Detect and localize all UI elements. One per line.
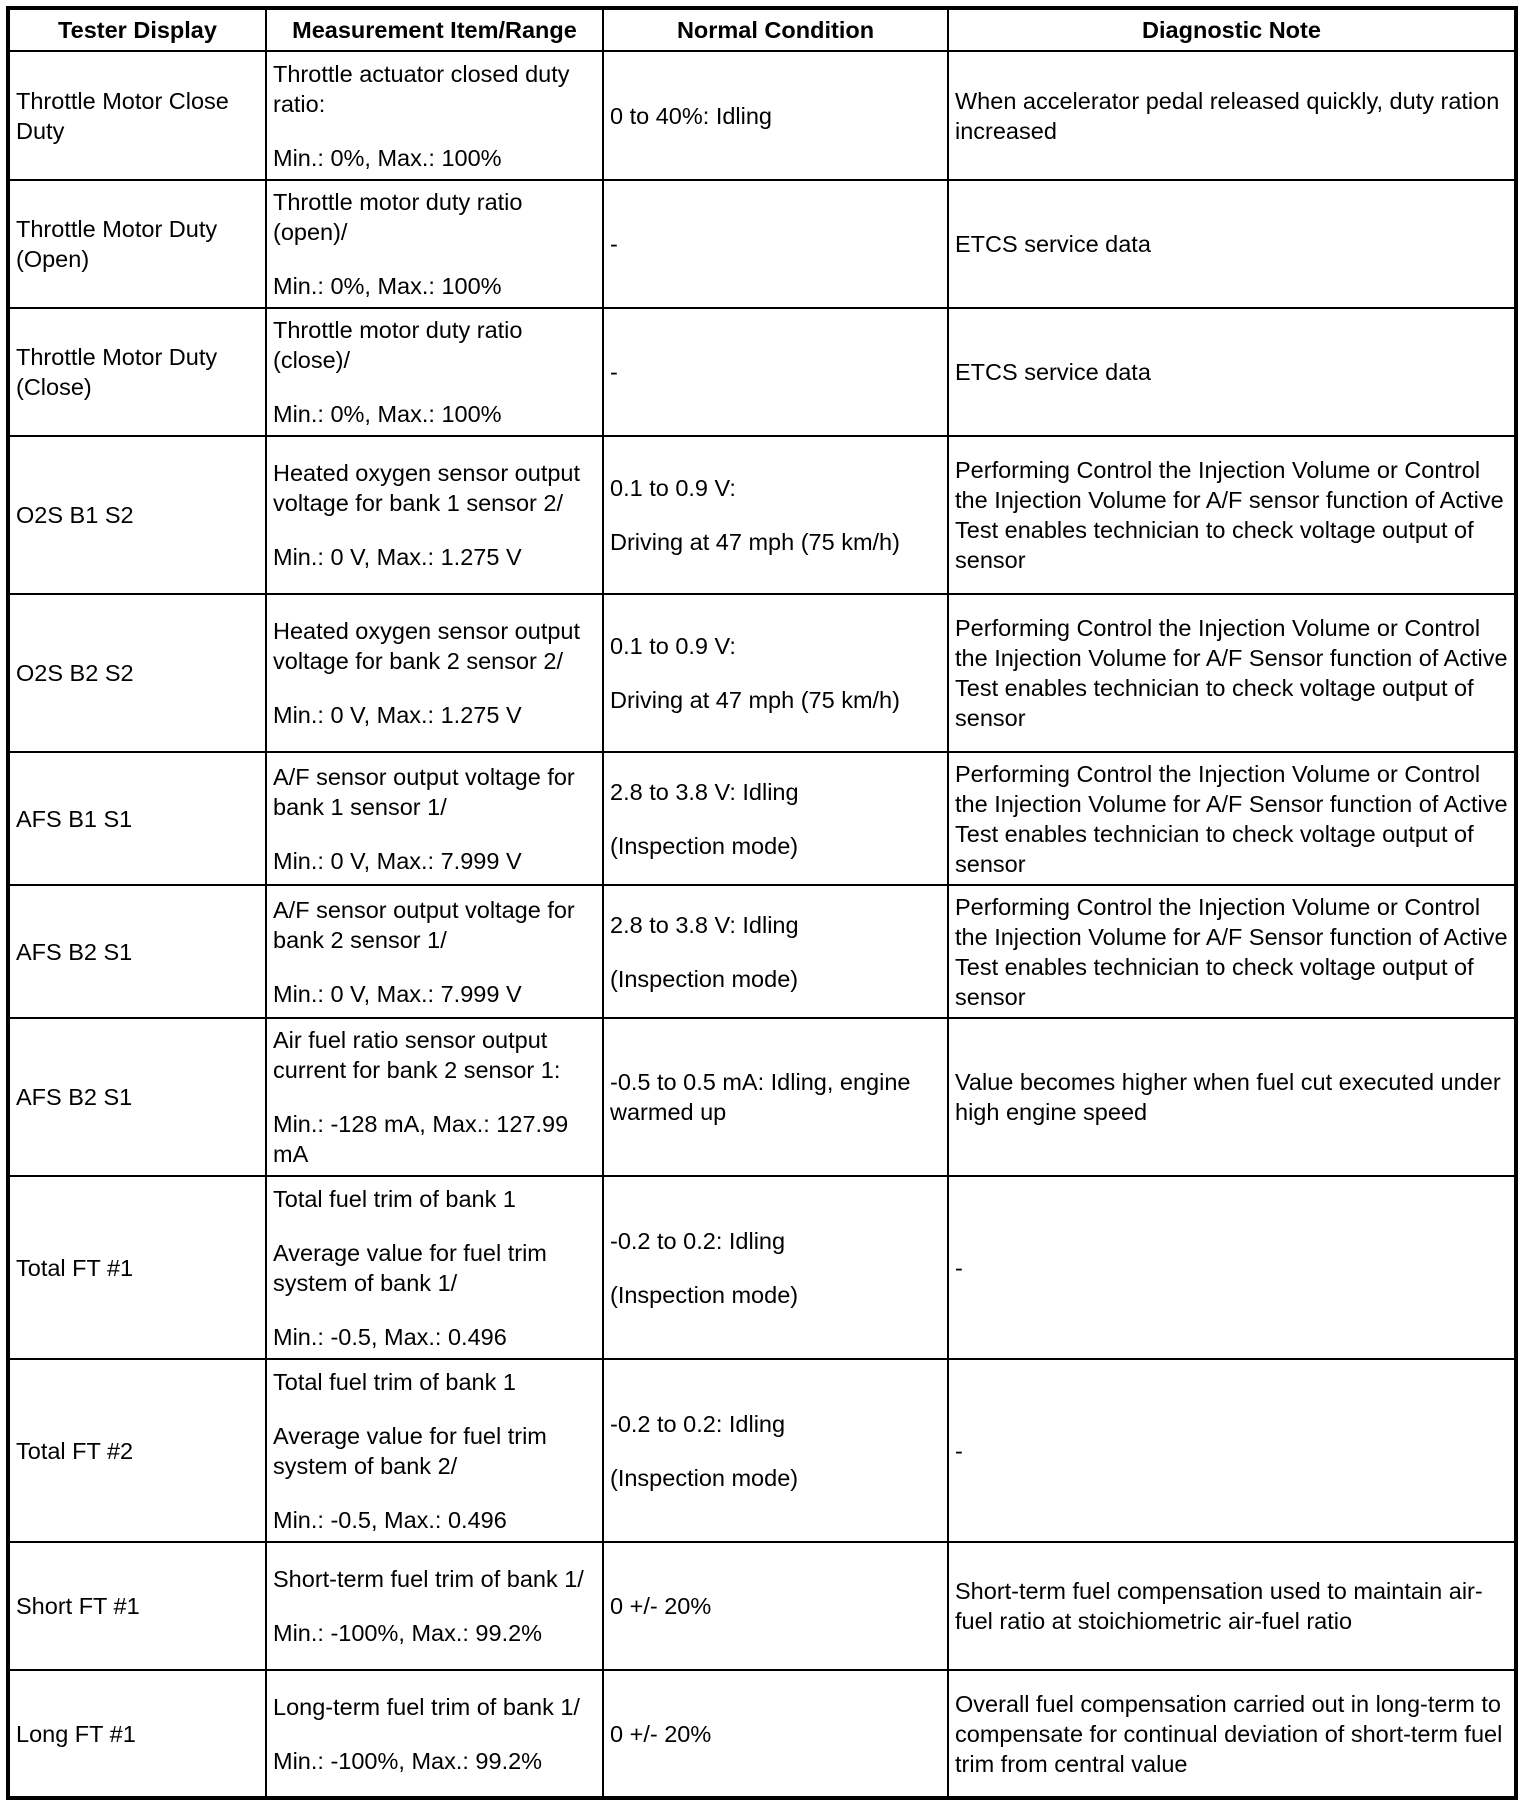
normal-condition-cell bbox=[603, 1670, 948, 1798]
measurement-range-text: Min.: 0 V, Max.: 1.275 V bbox=[273, 544, 522, 570]
normal-condition-text: -0.2 to 0.2: Idling bbox=[610, 1227, 786, 1254]
normal-condition-text: 0 +/- 20% bbox=[610, 1593, 712, 1619]
diagnostic-note-cell: - bbox=[948, 1359, 1516, 1542]
measurement-item-cell bbox=[266, 594, 603, 752]
normal-condition-text: 0 to 40%: Idling bbox=[610, 102, 772, 129]
diagnostic-note-cell: Value becomes higher when fuel cut executed under high engine speed bbox=[948, 1018, 1516, 1176]
normal-condition-cell bbox=[603, 436, 948, 594]
measurement-range-text: Min.: 0%, Max.: 100% bbox=[273, 401, 502, 427]
table-row bbox=[8, 594, 1516, 752]
normal-condition-cell bbox=[603, 180, 948, 308]
table-row bbox=[8, 1359, 1516, 1542]
normal-condition-text: 0.1 to 0.9 V: bbox=[610, 633, 736, 659]
normal-condition-cell bbox=[603, 1359, 948, 1542]
data-list-table bbox=[6, 6, 1518, 1800]
diagnostic-note-cell: Performing Control the Injection Volume or Control the Injection Volume for A/F Sensor function of Active Test enables technician to check voltage output of sensor bbox=[948, 752, 1516, 885]
table-row bbox=[8, 308, 1516, 436]
normal-condition-text: - bbox=[610, 231, 618, 257]
normal-condition-cell bbox=[603, 1018, 948, 1176]
header-measurement-item: Measurement Item/Range bbox=[266, 8, 603, 51]
tester-display-cell: Total FT #1 bbox=[8, 1176, 266, 1359]
diagnostic-note-cell: Short-term fuel compensation used to maintain air-fuel ratio at stoichiometric air-fuel ratio bbox=[948, 1542, 1516, 1670]
normal-condition-text: (Inspection mode) bbox=[610, 832, 799, 859]
measurement-item-text: Air fuel ratio sensor output current for bank 2 sensor 1: bbox=[273, 1027, 561, 1083]
measurement-item-text: Heated oxygen sensor output voltage for bank 1 sensor 2/ bbox=[273, 460, 581, 516]
normal-condition-text: -0.2 to 0.2: Idling bbox=[610, 1410, 786, 1437]
measurement-item-text: Throttle actuator closed duty ratio: bbox=[273, 60, 570, 117]
normal-condition-cell bbox=[603, 594, 948, 752]
diagnostic-note-cell: Performing Control the Injection Volume or Control the Injection Volume for A/F Sensor function of Active Test enables technician to check voltage output of sensor bbox=[948, 594, 1516, 752]
measurement-range-text: Min.: -0.5, Max.: 0.496 bbox=[273, 1323, 507, 1350]
table-row bbox=[8, 180, 1516, 308]
normal-condition-cell bbox=[603, 752, 948, 885]
normal-condition-cell bbox=[603, 1542, 948, 1670]
measurement-range-text: Min.: 0%, Max.: 100% bbox=[273, 273, 502, 299]
tester-display-cell: Total FT #2 bbox=[8, 1359, 266, 1542]
normal-condition-cell bbox=[603, 1176, 948, 1359]
tester-display-cell: AFS B2 S1 bbox=[8, 885, 266, 1018]
measurement-item-cell bbox=[266, 752, 603, 885]
tester-display-cell: AFS B1 S1 bbox=[8, 752, 266, 885]
measurement-item-text: Average value for fuel trim system of bank 2/ bbox=[273, 1422, 547, 1479]
measurement-range-text: Min.: 0 V, Max.: 7.999 V bbox=[273, 847, 522, 874]
header-diagnostic-note: Diagnostic Note bbox=[948, 8, 1516, 51]
tester-display-cell: Throttle Motor Duty (Close) bbox=[8, 308, 266, 436]
measurement-item-cell bbox=[266, 308, 603, 436]
diagnostic-note-cell: When accelerator pedal released quickly, duty ration increased bbox=[948, 51, 1516, 180]
diagnostic-note-cell: Performing Control the Injection Volume or Control the Injection Volume for A/F sensor function of Active Test enables technician to check voltage output of sensor bbox=[948, 436, 1516, 594]
measurement-item-cell bbox=[266, 1176, 603, 1359]
measurement-item-text: Long-term fuel trim of bank 1/ bbox=[273, 1693, 580, 1720]
measurement-range-text: Min.: -100%, Max.: 99.2% bbox=[273, 1747, 543, 1774]
measurement-item-cell bbox=[266, 1670, 603, 1798]
measurement-range-text: Min.: -0.5, Max.: 0.496 bbox=[273, 1506, 507, 1533]
table-row bbox=[8, 885, 1516, 1018]
tester-display-cell: Short FT #1 bbox=[8, 1542, 266, 1670]
table-row bbox=[8, 436, 1516, 594]
tester-display-cell: O2S B1 S2 bbox=[8, 436, 266, 594]
normal-condition-text: -0.5 to 0.5 mA: Idling, engine warmed up bbox=[610, 1069, 911, 1125]
measurement-item-cell bbox=[266, 885, 603, 1018]
diagnostic-note-cell: - bbox=[948, 1176, 1516, 1359]
tester-display-cell: AFS B2 S1 bbox=[8, 1018, 266, 1176]
tester-display-cell: Throttle Motor Duty (Open) bbox=[8, 180, 266, 308]
measurement-range-text: Min.: 0 V, Max.: 7.999 V bbox=[273, 980, 522, 1007]
measurement-item-cell bbox=[266, 436, 603, 594]
measurement-item-cell bbox=[266, 180, 603, 308]
normal-condition-cell bbox=[603, 885, 948, 1018]
measurement-item-text: Throttle motor duty ratio (open)/ bbox=[273, 189, 523, 245]
normal-condition-text: 0 +/- 20% bbox=[610, 1720, 712, 1747]
measurement-range-text: Min.: 0 V, Max.: 1.275 V bbox=[273, 702, 522, 728]
diagnostic-note-cell: ETCS service data bbox=[948, 308, 1516, 436]
diagnostic-note-cell: Overall fuel compensation carried out in long-term to compensate for continual deviation of short-term fuel trim from central value bbox=[948, 1670, 1516, 1798]
normal-condition-text: Driving at 47 mph (75 km/h) bbox=[610, 687, 900, 713]
measurement-item-text: Average value for fuel trim system of bank 1/ bbox=[273, 1239, 547, 1296]
measurement-item-cell bbox=[266, 1359, 603, 1542]
measurement-item-text: A/F sensor output voltage for bank 1 sensor 1/ bbox=[273, 763, 575, 820]
diagnostic-note-cell: Performing Control the Injection Volume or Control the Injection Volume for A/F Sensor function of Active Test enables technician to check voltage output of sensor bbox=[948, 885, 1516, 1018]
measurement-range-text: Min.: 0%, Max.: 100% bbox=[273, 144, 502, 171]
normal-condition-text: 2.8 to 3.8 V: Idling bbox=[610, 911, 799, 938]
table-row bbox=[8, 1018, 1516, 1176]
normal-condition-cell bbox=[603, 308, 948, 436]
measurement-item-text: Throttle motor duty ratio (close)/ bbox=[273, 317, 523, 373]
measurement-item-cell bbox=[266, 1018, 603, 1176]
measurement-item-text: A/F sensor output voltage for bank 2 sensor 1/ bbox=[273, 896, 575, 953]
header-row bbox=[8, 8, 1516, 51]
normal-condition-text: Driving at 47 mph (75 km/h) bbox=[610, 529, 900, 555]
table-row bbox=[8, 1542, 1516, 1670]
table-row bbox=[8, 752, 1516, 885]
header-tester-display: Tester Display bbox=[8, 8, 266, 51]
measurement-item-text: Total fuel trim of bank 1 bbox=[273, 1185, 516, 1212]
measurement-item-cell bbox=[266, 51, 603, 180]
measurement-range-text: Min.: -128 mA, Max.: 127.99 mA bbox=[273, 1111, 569, 1167]
normal-condition-text: (Inspection mode) bbox=[610, 1281, 799, 1308]
measurement-item-cell bbox=[266, 1542, 603, 1670]
tester-display-cell: O2S B2 S2 bbox=[8, 594, 266, 752]
normal-condition-text: - bbox=[610, 359, 618, 385]
normal-condition-text: 2.8 to 3.8 V: Idling bbox=[610, 778, 799, 805]
normal-condition-cell bbox=[603, 51, 948, 180]
measurement-item-text: Short-term fuel trim of bank 1/ bbox=[273, 1566, 584, 1592]
normal-condition-text: (Inspection mode) bbox=[610, 1464, 799, 1491]
tester-display-cell: Long FT #1 bbox=[8, 1670, 266, 1798]
table-row bbox=[8, 1176, 1516, 1359]
normal-condition-text: (Inspection mode) bbox=[610, 965, 799, 992]
tester-display-cell: Throttle Motor Close Duty bbox=[8, 51, 266, 180]
measurement-item-text: Total fuel trim of bank 1 bbox=[273, 1368, 516, 1395]
diagnostic-note-cell: ETCS service data bbox=[948, 180, 1516, 308]
header-normal-condition: Normal Condition bbox=[603, 8, 948, 51]
measurement-range-text: Min.: -100%, Max.: 99.2% bbox=[273, 1620, 543, 1646]
table-row bbox=[8, 51, 1516, 180]
normal-condition-text: 0.1 to 0.9 V: bbox=[610, 475, 736, 501]
measurement-item-text: Heated oxygen sensor output voltage for bank 2 sensor 2/ bbox=[273, 618, 581, 674]
table-row bbox=[8, 1670, 1516, 1798]
